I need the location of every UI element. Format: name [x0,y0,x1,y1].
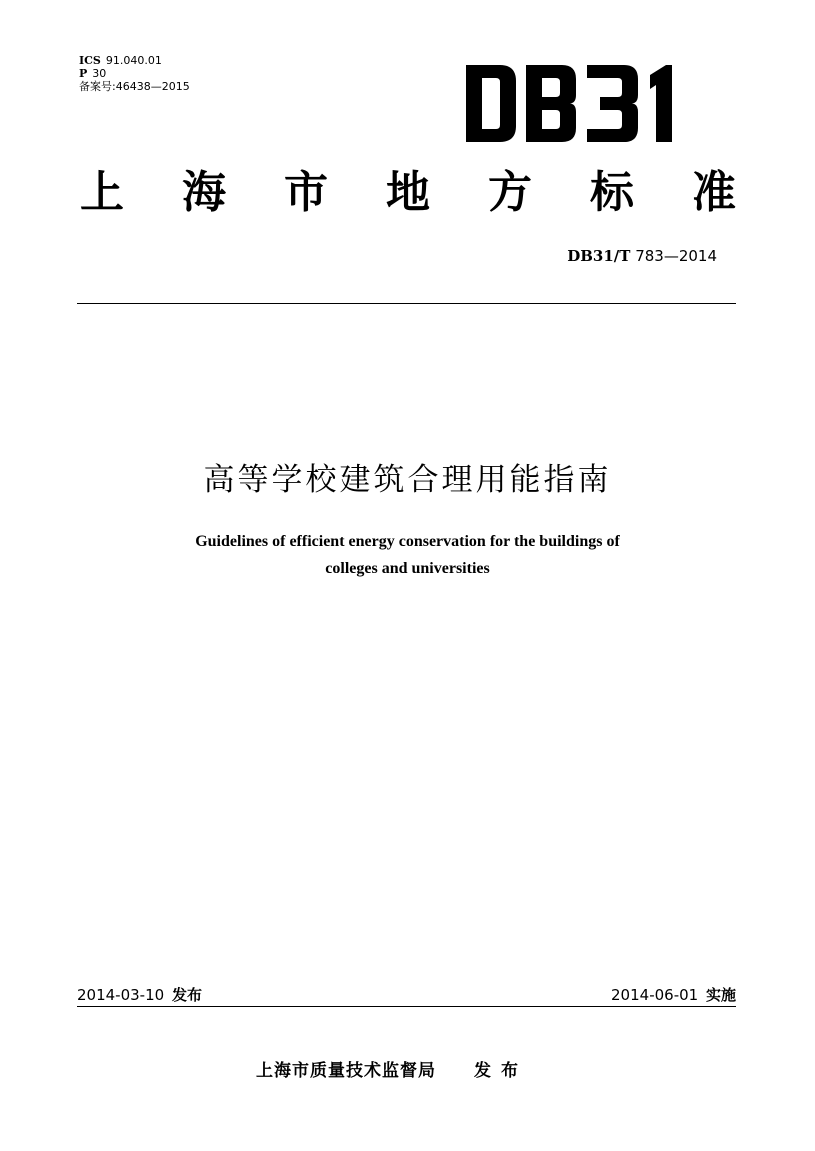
record-number: 备案号:46438—2015 [79,80,190,93]
p-label: P [79,67,88,80]
issue-date [77,984,202,1005]
title-char: 市 [284,167,328,218]
title-char: 准 [692,167,736,218]
impl-label: 实施 [705,986,736,1004]
ics-line [79,54,190,67]
db31-logo [466,65,688,142]
impl-date-value: 2014-06-01 [611,986,699,1004]
p-line [79,67,190,80]
title-char: 方 [488,167,532,218]
standard-code [567,247,717,265]
english-title-line: colleges and universities [325,560,490,577]
title-char: 地 [386,167,430,218]
document-title-english [120,528,695,582]
publisher-action: 发布 [474,1061,528,1081]
standard-category-title [80,167,736,219]
standard-code-prefix: DB31/T [567,247,631,265]
implementation-date [611,984,736,1005]
header-divider [77,303,736,304]
standard-code-number: 783—2014 [635,247,717,265]
ics-value: 91.040.01 [105,54,162,67]
issue-date-value: 2014-03-10 [77,986,165,1004]
title-char: 海 [182,167,226,218]
title-char: 标 [590,167,634,218]
title-char: 上 [80,167,124,218]
publisher-name: 上海市质量技术监督局 [256,1061,436,1081]
p-value: 30 [92,67,107,80]
classification-block [79,54,190,93]
document-title-chinese: 高等学校建筑合理用能指南 [203,462,612,498]
ics-label: ICS [79,54,101,67]
issue-label: 发布 [171,986,202,1004]
footer-divider [77,1006,736,1007]
publisher [256,1056,528,1081]
english-title-line: Guidelines of efficient energy conservation for the buildings of [195,533,620,550]
